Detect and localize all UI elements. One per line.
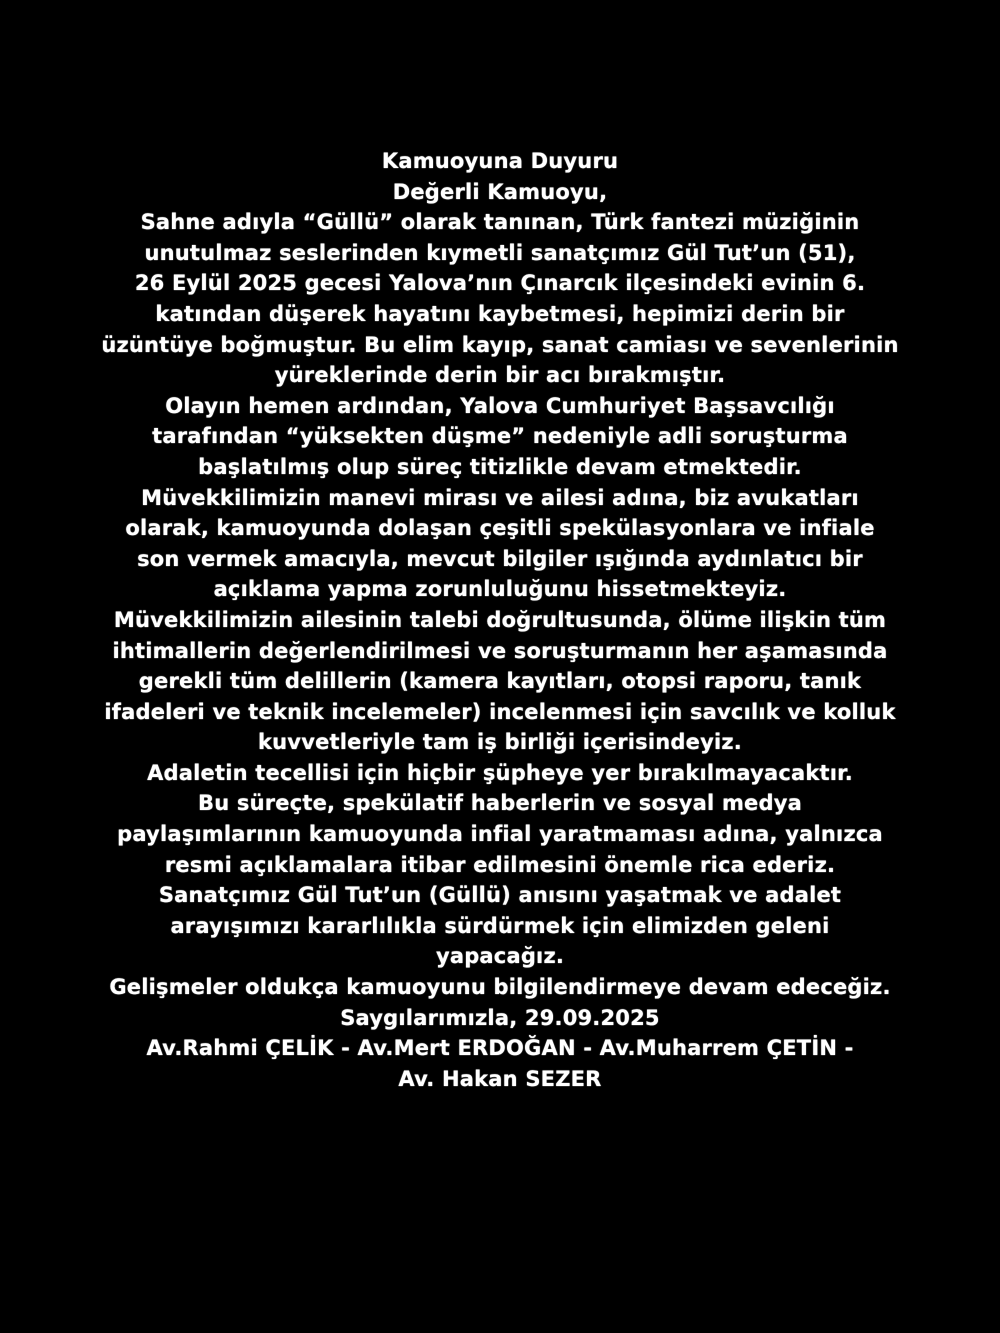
- statement-line: Olayın hemen ardından, Yalova Cumhuriyet Başsavcılığı: [165, 393, 835, 418]
- statement-signatories: Av. Hakan SEZER: [398, 1066, 602, 1091]
- statement-line: kuvvetleriyle tam iş birliği içerisindeyiz.: [257, 730, 742, 755]
- statement-line: 26 Eylül 2025 gecesi Yalova’nın Çınarcık ilçesindeki evinin 6.: [134, 271, 866, 296]
- statement-line: yapacağız.: [435, 944, 565, 969]
- statement-salutation: Değerli Kamuoyu,: [392, 179, 608, 204]
- public-statement: [0, 146, 1000, 1094]
- statement-line: Sahne adıyla “Güllü” olarak tanınan, Türk fantezi müziğinin: [140, 210, 860, 235]
- statement-line: başlatılmış olup süreç titizlikle devam etmektedir.: [198, 454, 802, 479]
- statement-line: Sanatçımız Gül Tut’un (Güllü) anısını yaşatmak ve adalet: [158, 883, 842, 908]
- statement-line: üzüntüye boğmuştur. Bu elim kayıp, sanat camiası ve sevenlerinin: [101, 332, 899, 357]
- statement-line: ifadeleri ve teknik incelemeler) incelenmesi için savcılık ve kolluk: [104, 699, 896, 724]
- statement-line: gerekli tüm delillerin (kamera kayıtları, otopsi raporu, tanık: [138, 669, 862, 694]
- statement-line: paylaşımlarının kamuoyunda infial yaratmaması adına, yalnızca: [117, 822, 883, 847]
- statement-line: Gelişmeler oldukça kamuoyunu bilgilendirmeye devam edeceğiz.: [109, 975, 891, 1000]
- statement-title: Kamuoyuna Duyuru: [381, 149, 619, 173]
- statement-signatories: Av.Rahmi ÇELİK - Av.Mert ERDOĞAN - Av.Muharrem ÇETİN -: [146, 1036, 854, 1061]
- statement-line: Müvekkilimizin manevi mirası ve ailesi adına, biz avukatları: [141, 485, 859, 510]
- statement-line: açıklama yapma zorunluluğunu hissetmekteyiz.: [213, 577, 787, 602]
- statement-line: arayışımızı kararlılıkla sürdürmek için elimizden geleni: [170, 913, 830, 938]
- statement-line: yüreklerinde derin bir acı bırakmıştır.: [274, 363, 726, 388]
- statement-line: resmi açıklamalara itibar edilmesini önemle rica ederiz.: [164, 852, 836, 877]
- statement-line: Adaletin tecellisi için hiçbir şüpheye yer bırakılmayacaktır.: [147, 760, 853, 785]
- statement-line: katından düşerek hayatını kaybetmesi, hepimizi derin bir: [155, 301, 845, 326]
- statement-line: ihtimallerin değerlendirilmesi ve soruşturmanın her aşamasında: [112, 638, 888, 663]
- statement-line: tarafından “yüksekten düşme” nedeniyle adli soruşturma: [152, 424, 848, 449]
- statement-line: Bu süreçte, spekülatif haberlerin ve sosyal medya: [198, 791, 802, 816]
- statement-line: son vermek amacıyla, mevcut bilgiler ışığında aydınlatıcı bir: [137, 546, 863, 571]
- statement-line: olarak, kamuoyunda dolaşan çeşitli spekülasyonlara ve infiale: [125, 516, 875, 541]
- statement-closing: Saygılarımızla, 29.09.2025: [340, 1005, 660, 1030]
- statement-line: Müvekkilimizin ailesinin talebi doğrultusunda, ölüme ilişkin tüm: [113, 607, 887, 632]
- statement-line: unutulmaz seslerinden kıymetli sanatçımız Gül Tut’un (51),: [144, 240, 856, 265]
